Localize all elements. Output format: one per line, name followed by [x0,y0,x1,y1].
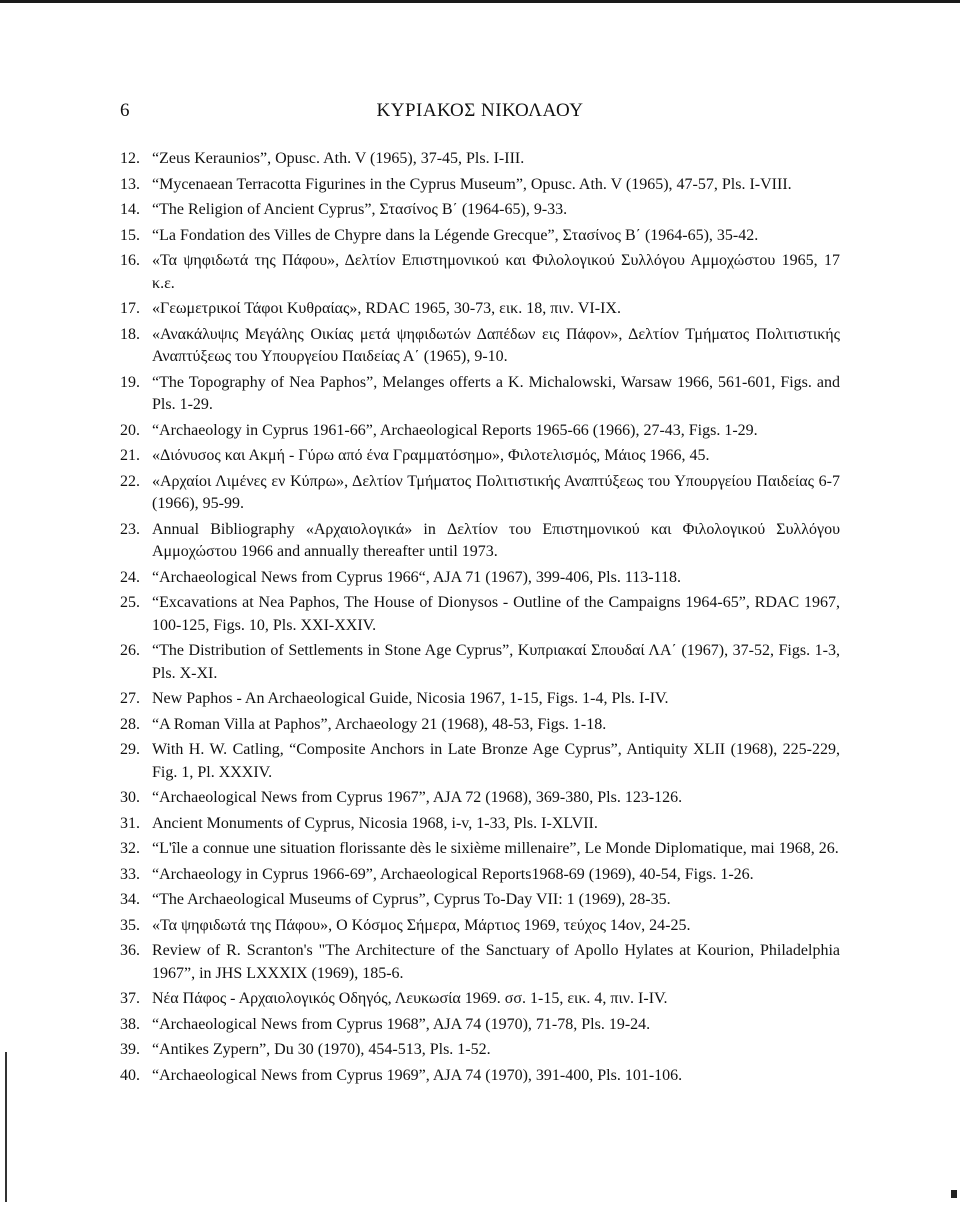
entry-text: «Τα ψηφιδωτά της Πάφου», Ο Κόσμος Σήμερα, Μάρτιος 1969, τεύχος 14ον, 24-25. [152,916,691,934]
entry-number: 27. [120,690,140,707]
entry-number: 26. [120,642,140,659]
bibliography-entry [120,1065,840,1088]
bibliography-entry [120,915,840,938]
left-margin-scan-mark [5,1052,7,1202]
entry-number: 29. [120,741,140,758]
bibliography-entry [120,889,840,912]
bibliography-entry [120,688,840,711]
bibliography-entry [120,471,840,516]
page-header [120,100,840,128]
entry-number: 15. [120,226,140,244]
entry-number: 19. [120,373,140,391]
corner-scan-mark [951,1190,957,1198]
entry-number: 34. [120,891,140,908]
entry-text: “The Distribution of Settlements in Stone Age Cyprus”, Κυπριακαί Σπουδαί ΛΑ΄ (1967), 37-52, Figs. 1-3, Pls. X-XI. [152,642,840,682]
bibliography-entry [120,567,840,590]
entry-number: 14. [120,201,140,218]
entry-number: 24. [120,568,140,586]
bibliography-entry [120,445,840,468]
entry-text: “Archaeological News from Cyprus 1968”, AJA 74 (1970), 71-78, Pls. 19-24. [152,1015,651,1033]
entry-text: New Paphos - An Archaeological Guide, Nicosia 1967, 1-15, Figs. 1-4, Pls. I-IV. [152,690,669,707]
bibliography-entry [120,739,840,784]
bibliography-entry [120,148,840,171]
entry-text: «Διόνυσος και Ακμή - Γύρω από ένα Γραμματόσημο», Φιλοτελισμός, Μάιος 1966, 45. [152,447,710,464]
entry-number: 20. [120,421,140,439]
entry-number: 25. [120,594,140,611]
entry-number: 22. [120,472,140,490]
entry-text: «Ανακάλυψις Μεγάλης Οικίας μετά ψηφιδωτών Δαπέδων εις Πάφον», Δελτίον Τμήματος Πολιτιστικής Αναπτύξεως του Υπουργείου Παιδείας Α΄ (1965), 9-10. [152,325,840,365]
page-number: 6 [120,100,130,121]
entry-text: “Archaeology in Cyprus 1966-69”, Archaeological Reports1968-69 (1969), 40-54, Figs. 1-26. [152,865,754,883]
entry-text: “Archaeology in Cyprus 1961-66”, Archaeological Reports 1965-66 (1966), 27-43, Figs. 1-29. [152,421,758,439]
bibliography-entry [120,813,840,836]
bibliography-entry [120,1039,840,1062]
entry-text: Review of R. Scranton's "The Architecture of the Sanctuary of Apollo Hylates at Kourion, Philadelphia 1967”, in JHS LXXXIX (1969), 185-6. [152,942,840,982]
bibliography-entry [120,420,840,443]
running-head: ΚΥΡΙΑΚΟΣ ΝΙΚΟΛΑΟΥ [376,100,584,121]
bibliography-entry [120,988,840,1011]
entry-number: 40. [120,1066,140,1084]
entry-number: 28. [120,715,140,733]
entry-number: 36. [120,942,140,959]
bibliography-entry [120,838,840,861]
entry-text: «Τα ψηφιδωτά της Πάφου», Δελτίον Επιστημονικού και Φιλολογικού Συλλόγου Αμμοχώστου 1965, 17 κ.ε. [152,252,840,292]
entry-number: 16. [120,252,140,269]
entry-number: 37. [120,990,140,1007]
entry-number: 31. [120,814,140,832]
entry-number: 39. [120,1041,140,1058]
entry-number: 23. [120,520,140,538]
bibliography-entry [120,640,840,685]
entry-number: 12. [120,150,140,167]
entry-number: 17. [120,300,140,317]
bibliography-entry [120,1014,840,1037]
entry-number: 21. [120,447,140,464]
entry-text: “L'île a connue une situation florissante dès le sixième millenaire”, Le Monde Diplomatique, mai 1968, 26. [152,840,839,857]
entry-text: With H. W. Catling, “Composite Anchors in Late Bronze Age Cyprus”, Antiquity XLII (1968), 225-229, Fig. 1, Pl. XXXIV. [152,741,840,781]
bibliography-entry [120,250,840,295]
entry-text: “The Archaeological Museums of Cyprus”, Cyprus To-Day VII: 1 (1969), 28-35. [152,891,671,908]
entry-number: 13. [120,175,140,193]
entry-text: “Antikes Zypern”, Du 30 (1970), 454-513, Pls. 1-52. [152,1041,491,1058]
entry-text: «Αρχαίοι Λιμένες εν Κύπρω», Δελτίον Τμήματος Πολιτιστικής Αναπτύξεως του Υπουργείου Παιδείας 6-7 (1966), 95-99. [152,472,840,512]
bibliography-entry [120,592,840,637]
entry-number: 38. [120,1015,140,1033]
entry-number: 30. [120,789,140,806]
entry-number: 33. [120,865,140,883]
entry-text: Annual Bibliography «Αρχαιολογικά» in Δελτίον του Επιστημονικού και Φιλολογικού Συλλόγου Αμμοχώστου 1966 and annually thereafter until 1973. [152,520,840,560]
bibliography-entry [120,787,840,810]
entry-number: 18. [120,325,140,343]
entry-text: Νέα Πάφος - Αρχαιολογικός Οδηγός, Λευκωσία 1969. σσ. 1-15, εικ. 4, πιν. I-IV. [152,990,668,1007]
top-scan-rule [0,0,960,3]
bibliography-entry [120,864,840,887]
bibliography-entry [120,174,840,197]
bibliography-entry [120,298,840,321]
entry-text: «Γεωμετρικοί Τάφοι Κυθραίας», RDAC 1965, 30-73, εικ. 18, πιν. VI-IX. [152,300,621,317]
entry-text: “Zeus Keraunios”, Opusc. Ath. V (1965), 37-45, Pls. I-III. [152,150,525,167]
entry-number: 35. [120,916,140,934]
entry-text: “A Roman Villa at Paphos”, Archaeology 21 (1968), 48-53, Figs. 1-18. [152,715,607,733]
entry-text: “Archaeological News from Cyprus 1966“, AJA 71 (1967), 399-406, Pls. 113-118. [152,568,681,586]
entry-text: “Excavations at Nea Paphos, The House of Dionysos - Outline of the Campaigns 1964-65”, RDAC 1967, 100-125, Figs. 10, Pls. XXI-XXIV. [152,594,840,634]
entry-text: “The Religion of Ancient Cyprus”, Στασίνος Β΄ (1964-65), 9-33. [152,201,568,218]
entry-number: 32. [120,840,140,857]
bibliography-entry [120,940,840,985]
bibliography-entry [120,199,840,222]
entry-text: “Mycenaean Terracotta Figurines in the Cyprus Museum”, Opusc. Ath. V (1965), 47-57, Pls. I-VIII. [152,175,792,193]
bibliography-entry [120,714,840,737]
bibliography-entry [120,372,840,417]
bibliography-entry [120,519,840,564]
bibliography-entry [120,324,840,369]
entry-text: Ancient Monuments of Cyprus, Nicosia 1968, i-v, 1-33, Pls. I-XLVII. [152,814,598,832]
entry-text: “Archaeological News from Cyprus 1969”, AJA 74 (1970), 391-400, Pls. 101-106. [152,1066,683,1084]
entry-text: “Archaeological News from Cyprus 1967”, AJA 72 (1968), 369-380, Pls. 123-126. [152,789,683,806]
entry-text: “The Topography of Nea Paphos”, Melanges offerts a K. Michalowski, Warsaw 1966, 561-601, Figs. and Pls. 1-29. [152,373,840,413]
bibliography-list [120,148,840,1090]
bibliography-entry [120,225,840,248]
entry-text: “La Fondation des Villes de Chypre dans la Légende Grecque”, Στασίνος Β΄ (1964-65), 35-42. [152,226,759,244]
